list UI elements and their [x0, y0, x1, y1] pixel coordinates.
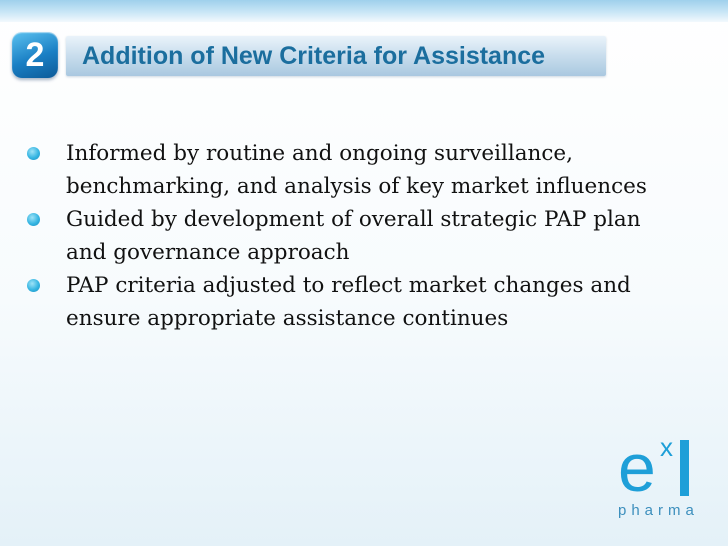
bullet-text: PAP criteria adjusted to reflect market changes and ensure appropriate assistance continues [66, 273, 631, 331]
bullet-list [22, 137, 662, 335]
logo-letter-e: e [618, 430, 656, 506]
bullet-item [22, 203, 662, 269]
bullet-dot-icon [27, 213, 40, 226]
bullet-dot-icon [27, 279, 40, 292]
bullet-item [22, 137, 662, 203]
slide-title: Addition of New Criteria for Assistance [82, 42, 546, 70]
step-number-badge: 2 [12, 32, 58, 78]
bullet-text: Informed by routine and ongoing surveillance, benchmarking, and analysis of key market influences [66, 141, 647, 199]
top-decorative-band [0, 0, 728, 22]
bullet-text: Guided by development of overall strategic PAP plan and governance approach [66, 207, 641, 265]
logo-subtitle: pharma [618, 502, 699, 519]
exl-pharma-logo [614, 430, 710, 522]
bullet-dot-icon [27, 147, 40, 160]
logo-letter-l [680, 440, 689, 496]
logo-superscript-x: x [660, 432, 673, 462]
bullet-item [22, 269, 662, 335]
